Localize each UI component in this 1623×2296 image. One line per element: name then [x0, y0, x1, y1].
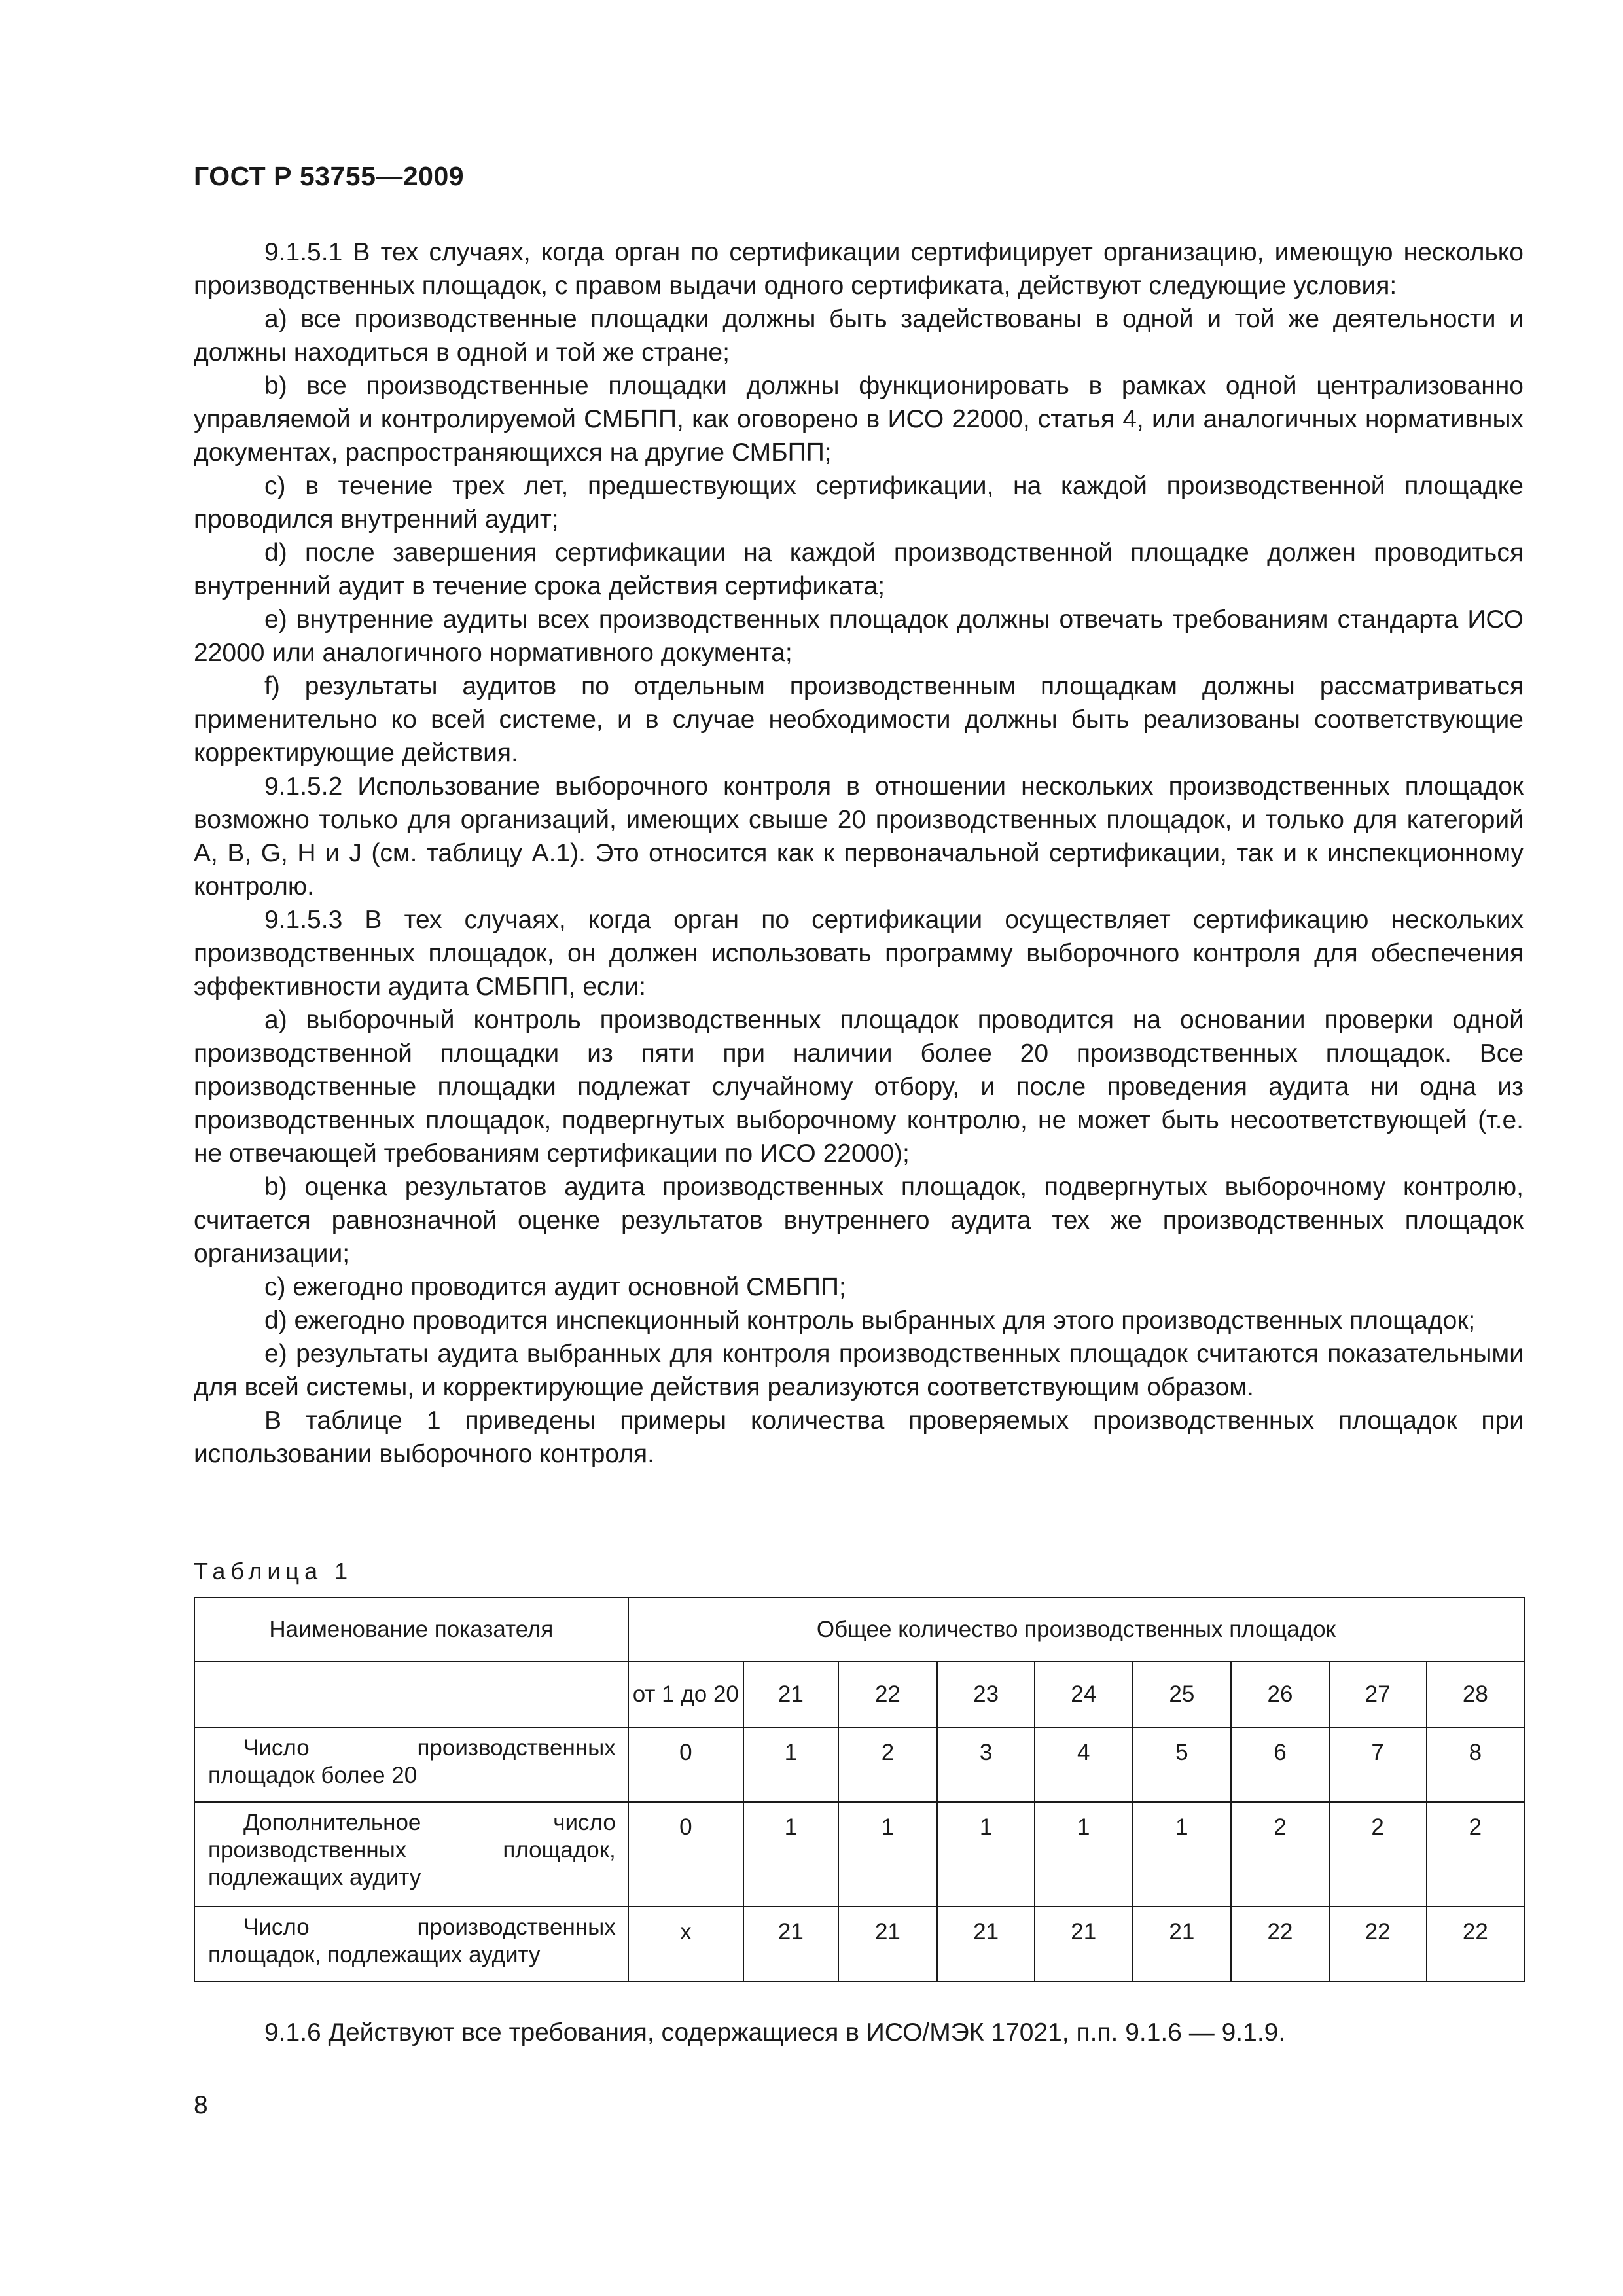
table-column-header: 23 [937, 1662, 1035, 1727]
table-cell: 2 [838, 1727, 937, 1802]
table-cell: 2 [1329, 1802, 1427, 1907]
table-header-label: Наименование показателя [194, 1598, 628, 1662]
paragraph: b) все производственные площадки должны функционировать в рамках одной централизованно управляемой и контролируемой СМБПП, как оговорено в ИСО 22000, статья 4, или аналогичных нормативных документах, распространяющихся на другие СМБПП; [194, 372, 1524, 467]
table-cell: х [628, 1907, 743, 1981]
table-header-group: Общее количество производственных площадок [628, 1598, 1524, 1662]
paragraph: d) ежегодно проводится инспекционный контроль выбранных для этого производственных площадок; [264, 1306, 1476, 1335]
paragraph: a) выборочный контроль производственных площадок проводится на основании проверки одной производственной площадки из пяти при наличии более 20 производственных площадок. Все производственные площадки подлежат случайному отбору, и после проведения аудита ни одна из производственных площадок, подвергнутых выборочному контролю, не может быть несоответствующей (т.е. не отвечающей требованиям сертификации по ИСО 22000); [194, 1006, 1524, 1168]
paragraph: e) внутренние аудиты всех производственных площадок должны отвечать требованиям стандарта ИСО 22000 или аналогичного нормативного документа; [194, 605, 1524, 667]
table-cell: 21 [1035, 1907, 1132, 1981]
table-cell: 0 [628, 1802, 743, 1907]
table-cell: 8 [1427, 1727, 1524, 1802]
table-cell: 22 [1231, 1907, 1329, 1981]
table-cell: 7 [1329, 1727, 1427, 1802]
table-column-header: от 1 до 20 [628, 1662, 743, 1727]
paragraph: В таблице 1 приведены примеры количества проверяемых производственных площадок при использовании выборочного контроля. [194, 1407, 1524, 1468]
table-column-header: 25 [1132, 1662, 1231, 1727]
body-text [194, 236, 1524, 1471]
table-cell: 5 [1132, 1727, 1231, 1802]
table-header-row [194, 1598, 1524, 1662]
table-cell: 22 [1427, 1907, 1524, 1981]
paragraph: 9.1.5.2 Использование выборочного контроля в отношении нескольких производственных площадок возможно только для организаций, имеющих свыше 20 производственных площадок, и только для категорий A, B, G, H и J (см. таблицу A.1). Это относится как к первоначальной сертификации, так и к инспекционному контролю. [194, 772, 1524, 901]
table-column-header: 21 [743, 1662, 838, 1727]
paragraph: c) в течение трех лет, предшествующих сертификации, на каждой производственной площадке проводился внутренний аудит; [194, 472, 1524, 533]
page-number: 8 [194, 2091, 208, 2119]
table-row [194, 1907, 1524, 1981]
paragraph: a) все производственные площадки должны быть задействованы в одной и той же деятельности и должны находиться в одной и той же стране; [194, 305, 1524, 367]
table-cell: 21 [937, 1907, 1035, 1981]
table-cell: 21 [1132, 1907, 1231, 1981]
table-column-header: 27 [1329, 1662, 1427, 1727]
table-cell: 1 [743, 1727, 838, 1802]
table-column-header: 22 [838, 1662, 937, 1727]
table-header-blank [194, 1662, 628, 1727]
table-column-row [194, 1662, 1524, 1727]
table-row-label: Число производственных площадок более 20 [194, 1727, 628, 1802]
table-row-label: Дополнительное число производственных площадок, подлежащих аудиту [194, 1802, 628, 1907]
paragraph: d) после завершения сертификации на каждой производственной площадке должен проводиться внутренний аудит в течение срока действия сертификата; [194, 539, 1524, 600]
table-cell: 6 [1231, 1727, 1329, 1802]
paragraph: b) оценка результатов аудита производственных площадок, подвергнутых выборочному контролю, считается равнозначной оценке результатов внутреннего аудита тех же производственных площадок организации; [194, 1173, 1524, 1268]
table-cell: 1 [838, 1802, 937, 1907]
closing-paragraph: 9.1.6 Действуют все требования, содержащиеся в ИСО/МЭК 17021, п.п. 9.1.6 — 9.1.9. [264, 2018, 1286, 2047]
table-cell: 2 [1427, 1802, 1524, 1907]
table-cell: 21 [743, 1907, 838, 1981]
table-row-label: Число производственных площадок, подлежащих аудиту [194, 1907, 628, 1981]
table-cell: 4 [1035, 1727, 1132, 1802]
table-cell: 22 [1329, 1907, 1427, 1981]
table-column-header: 28 [1427, 1662, 1524, 1727]
table-cell: 2 [1231, 1802, 1329, 1907]
paragraph: c) ежегодно проводится аудит основной СМБПП; [264, 1273, 846, 1301]
table-column-header: 26 [1231, 1662, 1329, 1727]
paragraph: 9.1.5.3 В тех случаях, когда орган по сертификации осуществляет сертификацию нескольких производственных площадок, он должен использовать программу выборочного контроля для обеспечения эффективности аудита СМБПП, если: [194, 906, 1524, 1001]
table-cell: 0 [628, 1727, 743, 1802]
table-row [194, 1802, 1524, 1907]
paragraph: 9.1.5.1 В тех случаях, когда орган по сертификации сертифицирует организацию, имеющую несколько производственных площадок, с правом выдачи одного сертификата, действуют следующие условия: [194, 238, 1524, 300]
table-caption: Таблица 1 [194, 1558, 353, 1585]
table-cell: 1 [1035, 1802, 1132, 1907]
table-cell: 1 [743, 1802, 838, 1907]
table-row [194, 1727, 1524, 1802]
table-cell: 3 [937, 1727, 1035, 1802]
table-cell: 21 [838, 1907, 937, 1981]
table-column-header: 24 [1035, 1662, 1132, 1727]
paragraph: f) результаты аудитов по отдельным производственным площадкам должны рассматриваться применительно ко всей системе, и в случае необходимости должны быть реализованы соответствующие корректирующие действия. [194, 672, 1524, 767]
paragraph: e) результаты аудита выбранных для контроля производственных площадок считаются показательными для всей системы, и корректирующие действия реализуются соответствующим образом. [194, 1340, 1524, 1401]
table-cell: 1 [1132, 1802, 1231, 1907]
table-cell: 1 [937, 1802, 1035, 1907]
document-header: ГОСТ Р 53755—2009 [194, 161, 465, 191]
sampling-table [194, 1597, 1525, 1982]
